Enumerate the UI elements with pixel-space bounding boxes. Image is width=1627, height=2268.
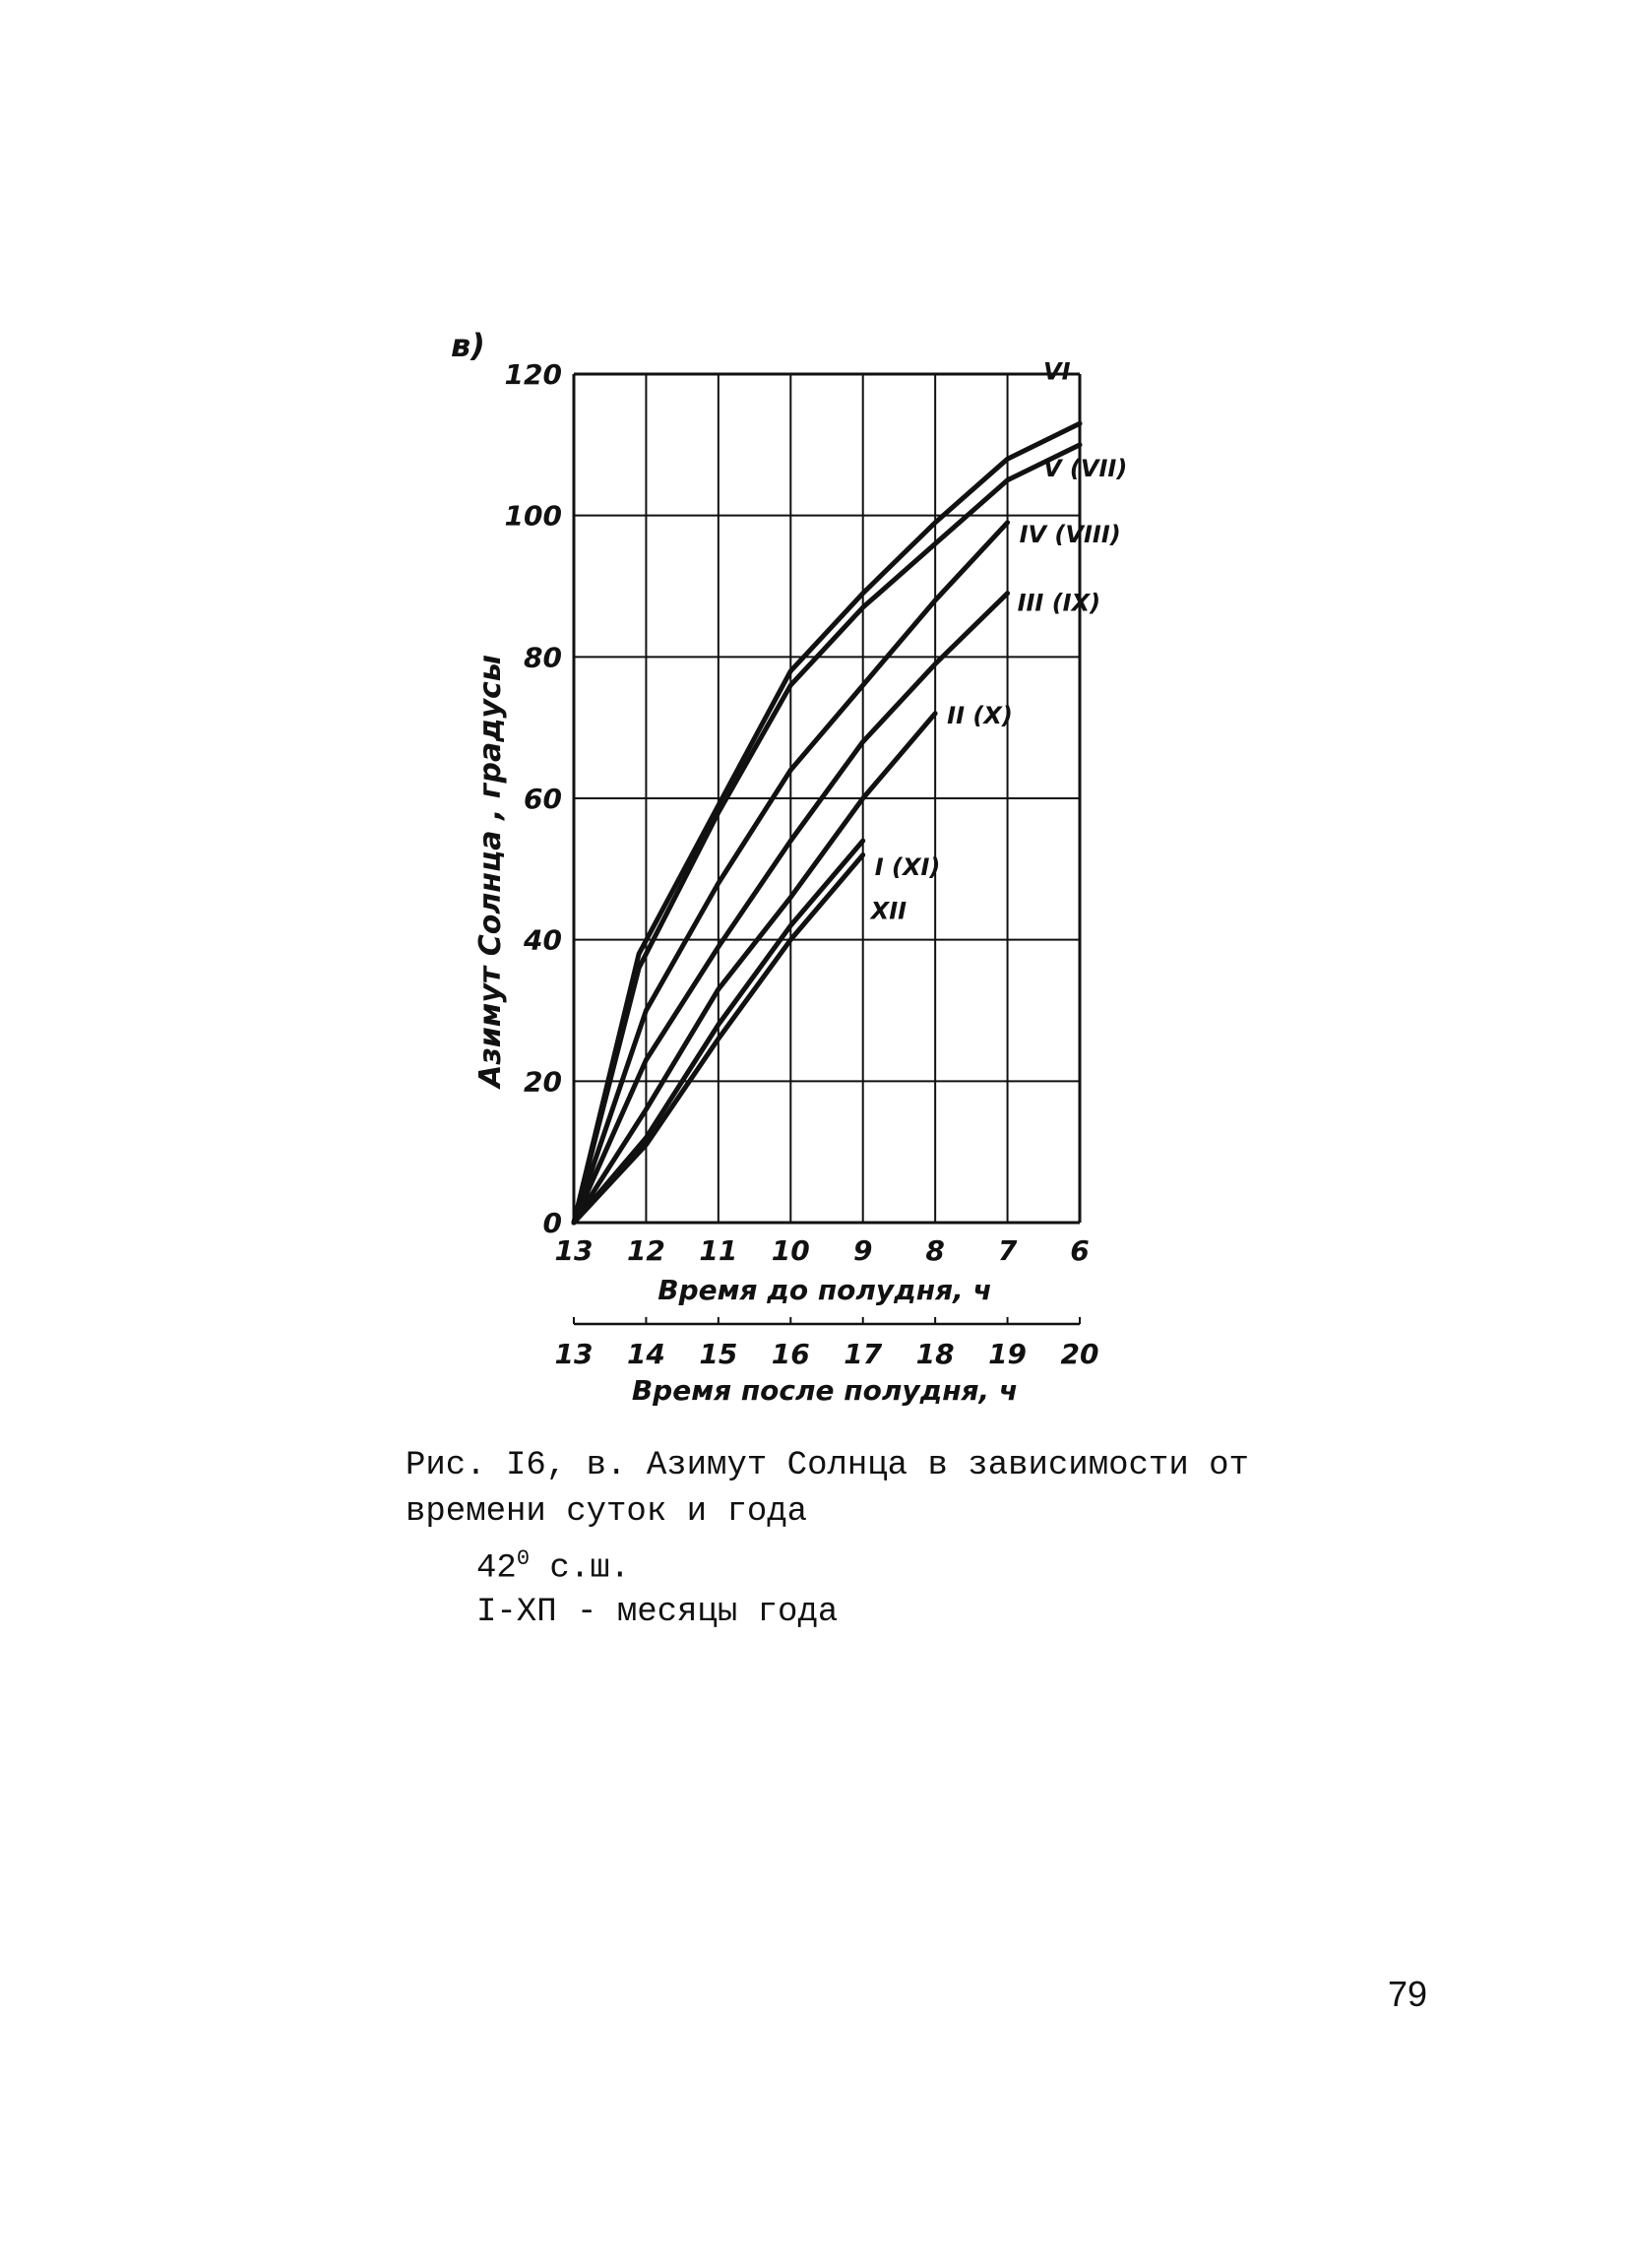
x-tick-labels-after-noon (555, 1338, 1099, 1370)
page-number: 79 (1388, 1974, 1428, 2014)
x-tick-label-before-noon: 13 (554, 1234, 594, 1267)
x-tick-label-after-noon: 15 (699, 1338, 738, 1370)
x-axis-label-after-noon: Время после полудня, ч (631, 1374, 1019, 1407)
caption-line-1: Рис. I6, в. Азимут Солнца в зависимости от (406, 1447, 1249, 1484)
x-tick-label-before-noon: 7 (997, 1234, 1018, 1267)
series-label: II (X) (947, 701, 1013, 729)
caption-legend-note: I-XП - месяцы года (476, 1594, 839, 1631)
x-tick-label-before-noon: 11 (699, 1234, 738, 1267)
y-tick-label: 20 (524, 1065, 562, 1099)
panel-label: в) (451, 327, 485, 364)
y-tick-labels (505, 358, 562, 1239)
x-tick-label-after-noon: 20 (1060, 1338, 1099, 1370)
y-tick-label: 120 (504, 358, 562, 391)
x-tick-label-before-noon: 8 (925, 1234, 945, 1267)
series-label: IV (VIII) (1019, 520, 1121, 548)
x-tick-label-after-noon: 13 (554, 1338, 594, 1370)
series-line-5 (574, 714, 935, 1223)
y-tick-label: 60 (524, 783, 562, 815)
latitude-degree-sign: 0 (516, 1546, 531, 1571)
x-tick-labels-before-noon (555, 1234, 1090, 1267)
series-label: V (VII) (1043, 454, 1128, 482)
series-label: I (XI) (874, 853, 941, 882)
x-tick-label-after-noon: 18 (915, 1338, 955, 1370)
y-tick-label: 0 (542, 1207, 562, 1239)
x-tick-label-before-noon: 10 (771, 1234, 810, 1267)
y-tick-label: 100 (504, 499, 562, 533)
latitude-suffix: с.ш. (530, 1549, 631, 1588)
series-labels (869, 357, 1128, 924)
series-label: III (IX) (1017, 589, 1101, 617)
x-tick-label-before-noon: 12 (626, 1234, 665, 1267)
x-tick-label-after-noon: 19 (988, 1338, 1028, 1370)
x-tick-label-after-noon: 14 (626, 1338, 665, 1370)
caption-latitude (476, 1536, 630, 1592)
y-tick-label: 40 (524, 923, 562, 957)
series-label: XII (870, 897, 907, 925)
x-axis-label-before-noon: Время до полудня, ч (657, 1274, 992, 1306)
y-tick-label: 80 (524, 641, 562, 674)
series-label: VI (1043, 357, 1071, 386)
x-tick-label-after-noon: 16 (771, 1338, 810, 1370)
y-axis-label: Азимут Солнца , градусы (473, 655, 508, 1088)
latitude-value: 42 (476, 1549, 517, 1588)
x-tick-label-before-noon: 6 (1070, 1234, 1090, 1267)
x-tick-label-after-noon: 17 (844, 1338, 883, 1370)
series-lines (574, 423, 1080, 1223)
x-tick-label-before-noon: 9 (852, 1234, 873, 1267)
caption-line-2: времени суток и года (406, 1493, 808, 1531)
